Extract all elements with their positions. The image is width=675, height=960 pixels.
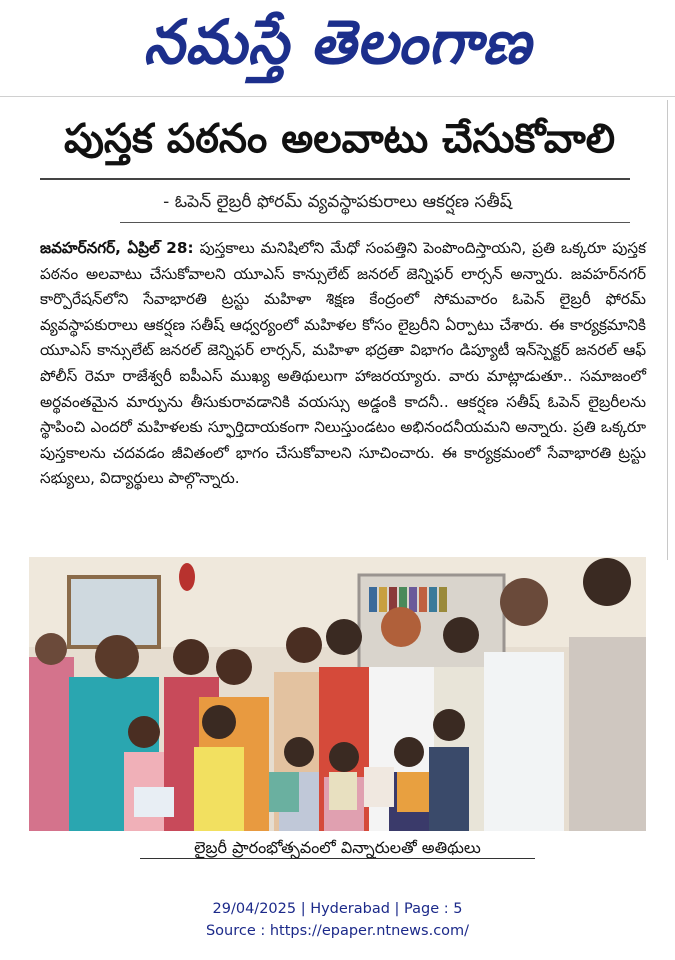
group-photo-image [29, 557, 646, 831]
subheadline-underline [120, 222, 630, 223]
masthead-divider [0, 96, 675, 97]
newspaper-logo: నమస్తే తెలంగాణ [143, 6, 532, 78]
subheadline: - ఓపెన్ లైబ్రరీ ఫోరమ్ వ్యవస్థాపకురాలు ఆకర్షణ సతీష్ [163, 192, 512, 212]
column-divider [667, 100, 668, 560]
article-body [40, 236, 646, 548]
headline: పుస్తక పఠనం అలవాటు చేసుకోవాలి [63, 116, 616, 162]
page-footer [0, 898, 675, 942]
article-text: పుస్తకాలు మనిషిలోని మేధో సంపత్తిని పెంపొందిస్తాయని, ప్రతి ఒక్కరూ పుస్తక పఠనం అలవాటు చేసుకోవాలని యూఎస్ కాన్సులేట్ జనరల్ జెన్నిఫర్ లార్సన్ అన్నారు. జవహర్‌నగర్ కార్పొరేషన్‌లోని సేవాభారతి ట్రస్టు మహిళా శిక్షణ కేంద్రంలో సోమవారం ఓపెన్ లైబ్రరీ ఫోరమ్ వ్యవస్థాపకురాలు ఆకర్షణ సతీష్ ఆధ్వర్యంలో మహిళల కోసం లైబ్రరీని ఏర్పాటు చేశారు. ఈ కార్యక్రమానికి యూఎస్ కాన్సులేట్ జనరల్ జెన్నిఫర్ లార్సన్, మహిళా భద్రతా విభాగం డిప్యూటీ ఇన్‌స్పెక్టర్ జనరల్ ఆఫ్ పోలీస్ రెమా రాజేశ్వరీ ఐపీఎస్ ముఖ్య అతిథులుగా హాజరయ్యారు. వారు మాట్లాడుతూ.. సమాజంలో అర్థవంతమైన మార్పును తీసుకురావడానికి వయస్సు అడ్డంకి కాదనీ.. ఆకర్షణ సతీష్ ఓపెన్ లైబ్రరీలను స్థాపించి ఎందరో మహిళలకు స్ఫూర్తిదాయకంగా నిలుస్తుండటం అభినందనీయమని అన్నారు. ప్రతి ఒక్కరూ పుస్తకాలను చదవడం జీవితంలో భాగం చేసుకోవాలని సూచించారు. ఈ కార్యక్రమంలో సేవాభారతి ట్రస్టు సభ్యులు, విద్యార్థులు పాల్గొన్నారు. [40, 239, 647, 488]
news-photo [29, 557, 646, 831]
source-link[interactable]: Source : https://epaper.ntnews.com/ [205, 923, 470, 939]
headline-underline [40, 178, 630, 180]
date-city-page: 29/04/2025 | Hyderabad | Page : 5 [212, 901, 463, 917]
photo-caption: లైబ్రరీ ప్రారంభోత్సవంలో విన్నారులతో అతిథులు [194, 838, 481, 857]
masthead [0, 0, 675, 80]
dateline: జవహర్‌నగర్, ఏప్రిల్ 28: [40, 239, 194, 257]
caption-underline [140, 858, 535, 859]
